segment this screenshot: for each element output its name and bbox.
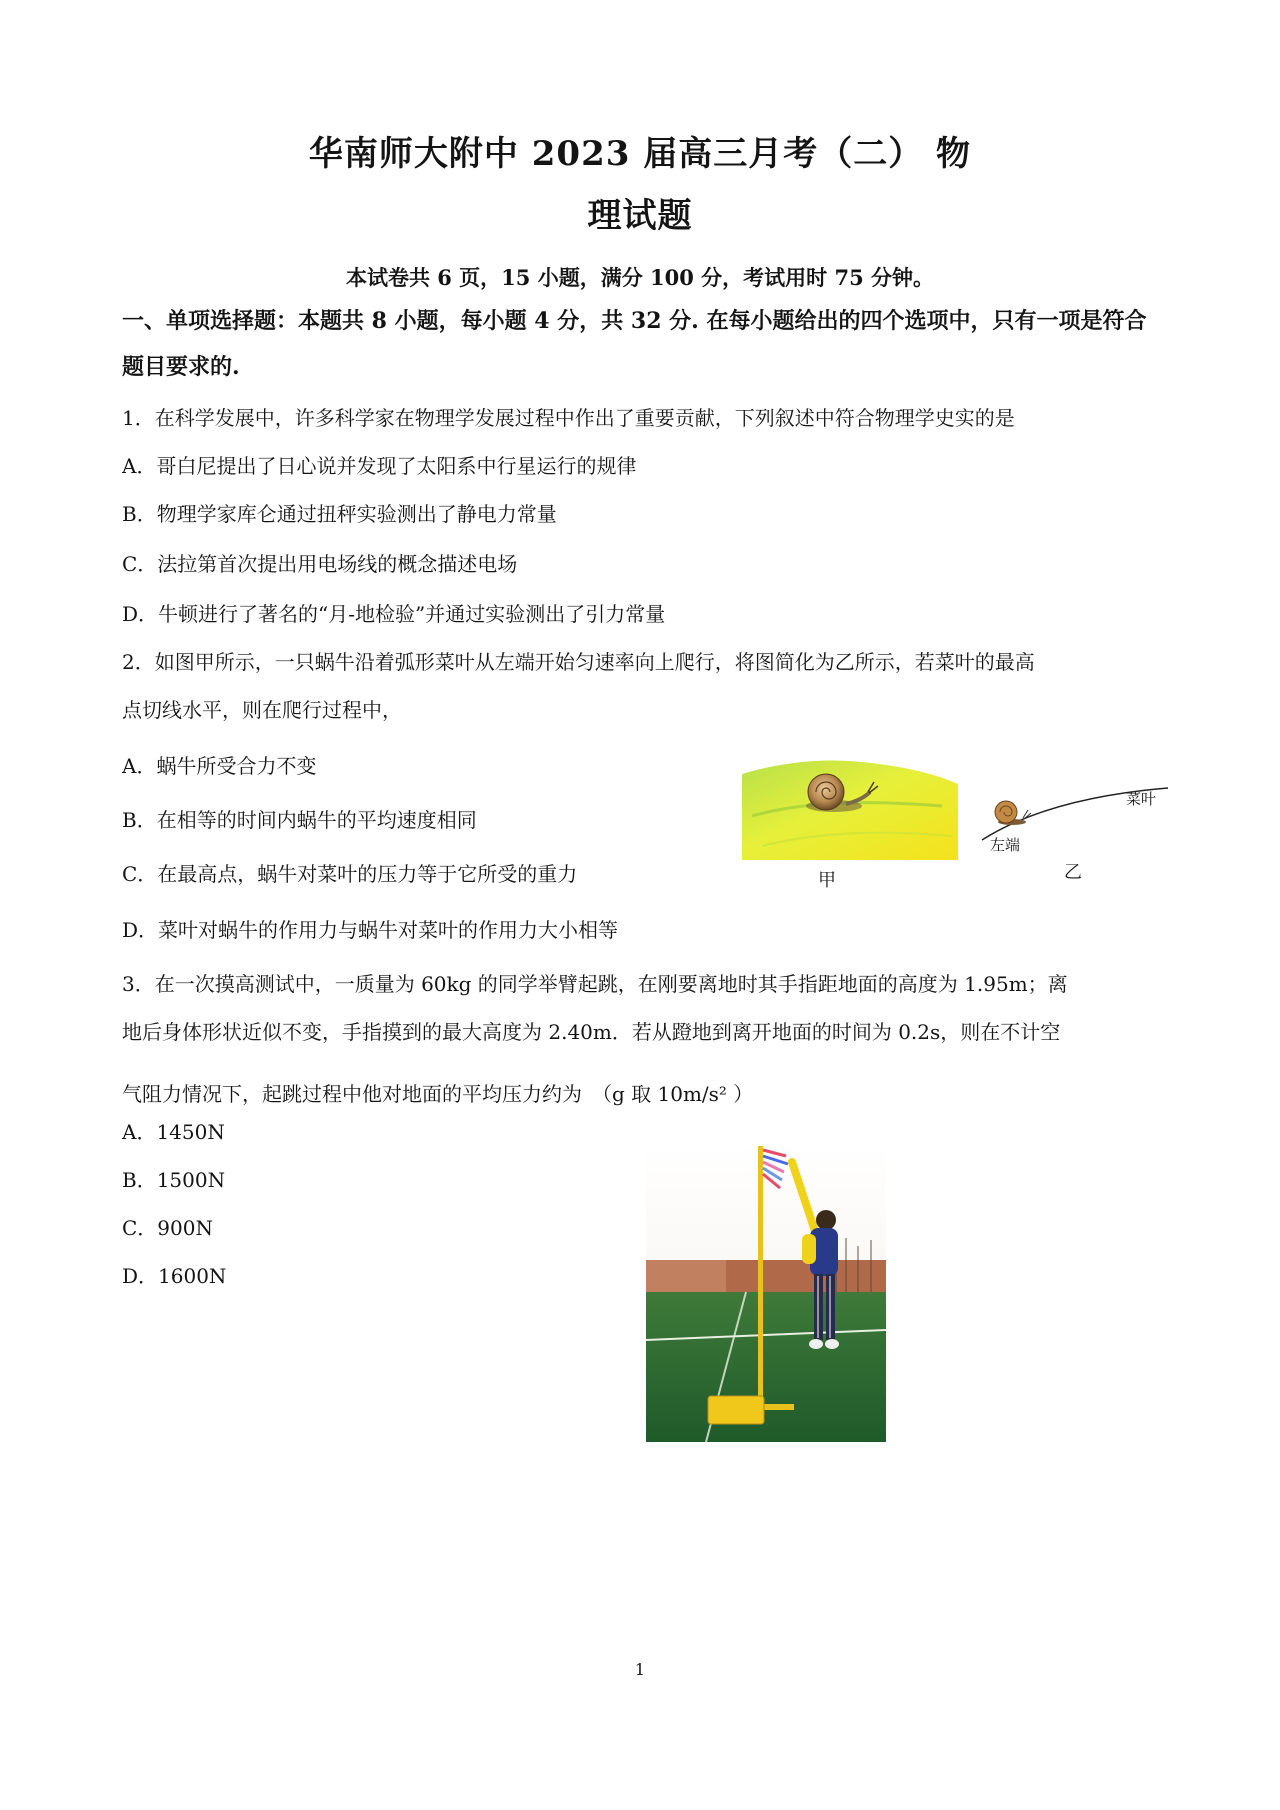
q1-option-d: D．牛顿进行了著名的“月-地检验”并通过实验测出了引力常量	[122, 602, 666, 626]
q2-option-d: D．菜叶对蜗牛的作用力与蜗牛对菜叶的作用力大小相等	[122, 918, 619, 942]
q2-option-b: B．在相等的时间内蜗牛的平均速度相同	[122, 808, 477, 832]
q1-option-c: C．法拉第首次提出用电场线的概念描述电场	[122, 552, 518, 576]
snail-photo	[742, 756, 958, 860]
q3-option-b: B．1500N	[122, 1168, 226, 1192]
label-leaf: 菜叶	[1126, 790, 1157, 808]
q3-option-a: A．1450N	[122, 1120, 225, 1144]
q1-option-a: A．哥白尼提出了日心说并发现了太阳系中行星运行的规律	[122, 454, 637, 478]
q2-option-a: A．蜗牛所受合力不变	[122, 754, 317, 778]
q2-stem-line1: 2．如图甲所示，一只蜗牛沿着弧形菜叶从左端开始匀速率向上爬行，将图简化为乙所示，若菜叶的最高	[122, 650, 1035, 674]
q2-stem-line2: 点切线水平，则在爬行过程中，	[122, 698, 402, 722]
q3-option-d: D．1600N	[122, 1264, 227, 1288]
page-number: 1	[634, 1660, 646, 1679]
q3-option-c: C．900N	[122, 1216, 213, 1240]
q3-stem-line1: 3．在一次摸高测试中，一质量为 60kg 的同学举臂起跳，在刚要离地时其手指距地面的高度为 1.95m；离	[122, 972, 1068, 996]
page-title: 华南师大附中 2023 届高三月考（二） 物	[308, 134, 972, 174]
q3-stem-line2: 地后身体形状近似不变，手指摸到的最大高度为 2.40m．若从蹬地到离开地面的时间为 0.2s，则在不计空	[122, 1020, 1061, 1044]
q1-option-b: B．物理学家库仑通过扭秤实验测出了静电力常量	[122, 502, 557, 526]
figure-jia-label: 甲	[818, 870, 836, 891]
jump-test-photo	[646, 1142, 886, 1442]
q3-stem-line3: 气阻力情况下，起跳过程中他对地面的平均压力约为 （g 取 10m/s² ）	[122, 1082, 754, 1106]
section-heading: 一、单项选择题：本题共 8 小题，每小题 4 分，共 32 分. 在每小题给出的四个选项中，只有一项是符合题目要求的.	[122, 308, 1147, 380]
page-title-line2: 理试题	[587, 196, 693, 236]
label-left-end: 左端	[990, 836, 1021, 854]
q1-stem: 1．在科学发展中，许多科学家在物理学发展过程中作出了重要贡献，下列叙述中符合物理学史实的是	[122, 406, 1015, 430]
q2-option-c: C．在最高点，蜗牛对菜叶的压力等于它所受的重力	[122, 862, 578, 886]
exam-info: 本试卷共 6 页，15 小题，满分 100 分，考试用时 75 分钟。	[345, 265, 935, 290]
figure-yi-label: 乙	[1064, 862, 1082, 883]
